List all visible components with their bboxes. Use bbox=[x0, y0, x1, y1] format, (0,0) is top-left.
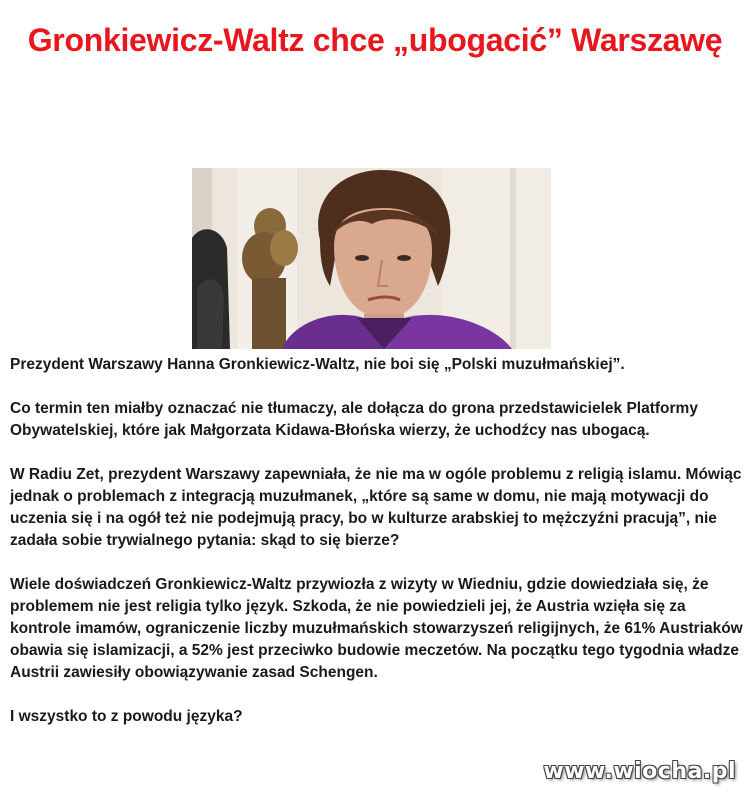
site-watermark: www.wiocha.pl bbox=[543, 759, 736, 784]
portrait-photo bbox=[192, 168, 551, 349]
paragraph-intro: Prezydent Warszawy Hanna Gronkiewicz-Waltz, nie boi się „Polski muzułmańskiej”. bbox=[10, 356, 625, 373]
paragraph-closing: I wszystko to z powodu języka? bbox=[10, 708, 243, 725]
paragraph-3: W Radiu Zet, prezydent Warszawy zapewniała, że nie ma w ogóle problemu z religią islamu. Mówiąc jednak o problemach z integracją muzułmanek, „które są same w domu, nie mają motywacji do uczenia się i na ogół też nie podejmują pracy, bo w kulturze arabskiej to mężczyźni pracują”, nie zadała sobie trywialnego pytania: skąd to się bierze? bbox=[10, 466, 742, 549]
paragraph-2: Co termin ten miałby oznaczać nie tłumaczy, ale dołącza do grona przedstawicielek Platformy Obywatelskiej, które jak Małgorzata Kidawa-Błońska wierzy, że uchodźcy nas ubogacą. bbox=[10, 400, 698, 439]
article-title: Gronkiewicz-Waltz chce „ubogacić” Warszawę bbox=[27, 22, 723, 58]
paragraph-4: Wiele doświadczeń Gronkiewicz-Waltz przywiozła z wizyty w Wiedniu, gdzie dowiedziała się, że problemem nie jest religia tylko język. Szkoda, że nie powiedzieli jej, że Austria wzięła się za kontrole imamów, ograniczenie liczby muzułmańskich stowarzyszeń religijnych, że 61% Austriaków obawia się islamizacji, a 52% jest przeciwko budowie meczetów. Na początku tego tygodnia władze Austrii zawiesiły obowiązywanie zasad Schengen. bbox=[10, 576, 743, 681]
article-body bbox=[10, 354, 745, 750]
